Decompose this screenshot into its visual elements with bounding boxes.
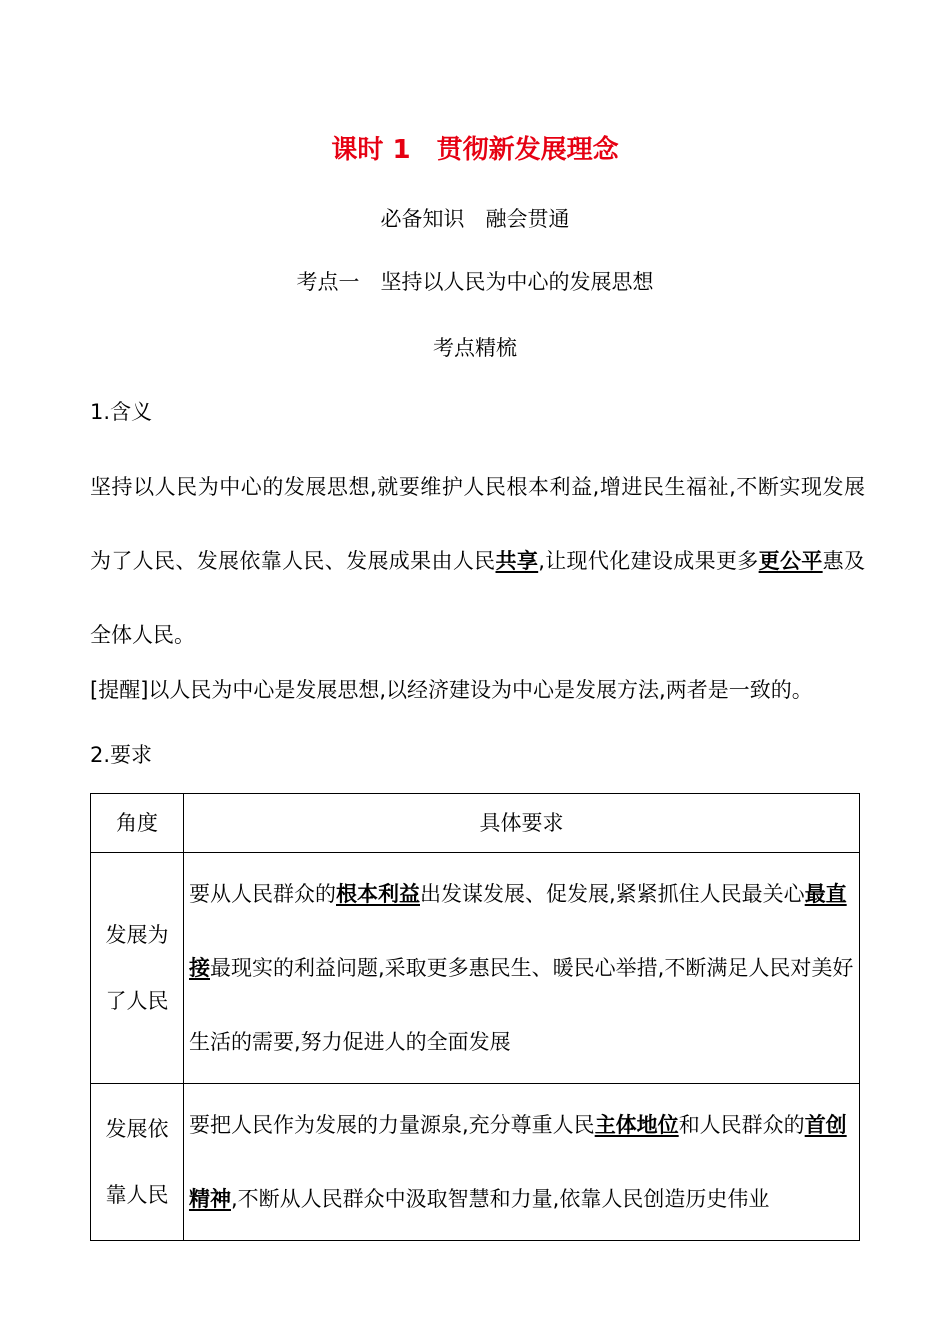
header-detail: 具体要求 <box>184 794 860 853</box>
keyword-pioneering-spirit: 首创精神 <box>189 1113 847 1211</box>
detail-text <box>189 857 855 1079</box>
detail-segment: 出发谋发展、促发展,紧紧抓住人民最关心 <box>420 882 805 906</box>
requirements-table <box>90 793 860 1241</box>
detail-segment: 要从人民群众的 <box>189 882 336 906</box>
detail-segment: 和人民群众的 <box>678 1113 805 1137</box>
detail-text <box>189 1088 855 1236</box>
table-header-row <box>91 794 860 853</box>
subtopic-heading: 考点精梳 <box>433 336 517 360</box>
meaning-paragraph <box>90 450 865 672</box>
row-detail <box>184 1084 860 1241</box>
detail-segment: ,不断从人民群众中汲取智慧和力量,依靠人民创造历史伟业 <box>231 1187 770 1211</box>
keyword-fundamental-interests: 根本利益 <box>336 882 420 906</box>
topic-heading: 考点一 坚持以人民为中心的发展思想 <box>296 270 654 294</box>
row-aspect <box>91 1084 184 1241</box>
keyword-share: 共享 <box>495 549 539 573</box>
table-row <box>91 1084 860 1241</box>
table-row <box>91 853 860 1084</box>
keyword-principal-status: 主体地位 <box>594 1113 679 1137</box>
paragraph-text: 坚持以人民为中心的发展思想,就要维护人民根本利益,增进民生福祉,不断实现发展为了人民、发展依靠人民、发展成果由人民 <box>90 475 865 573</box>
detail-segment: 最现实的利益问题,采取更多惠民生、暖民心举措,不断满足人民对美好生活的需要,努力促进人的全面发展 <box>189 956 854 1054</box>
aspect-label: 发展依靠人民 <box>105 1117 169 1207</box>
page-title: 课时 1 贯彻新发展理念 <box>331 135 619 165</box>
aspect-label: 发展为了人民 <box>105 923 169 1013</box>
requirements-heading: 2.要求 <box>90 743 153 767</box>
paragraph-text: 惠及全体人民。 <box>90 549 865 647</box>
row-aspect <box>91 853 184 1084</box>
header-aspect: 角度 <box>91 794 184 853</box>
keyword-most-direct: 最直接 <box>189 882 847 980</box>
reminder-note: [提醒]以人民为中心是发展思想,以经济建设为中心是发展方法,两者是一致的。 <box>90 678 813 702</box>
keyword-fairer: 更公平 <box>758 549 823 573</box>
meaning-heading: 1.含义 <box>90 400 153 424</box>
row-detail <box>184 853 860 1084</box>
section-heading: 必备知识 融会贯通 <box>380 207 570 231</box>
detail-segment: 要把人民作为发展的力量源泉,充分尊重人民 <box>189 1113 595 1137</box>
paragraph-text: ,让现代化建设成果更多 <box>538 549 759 573</box>
